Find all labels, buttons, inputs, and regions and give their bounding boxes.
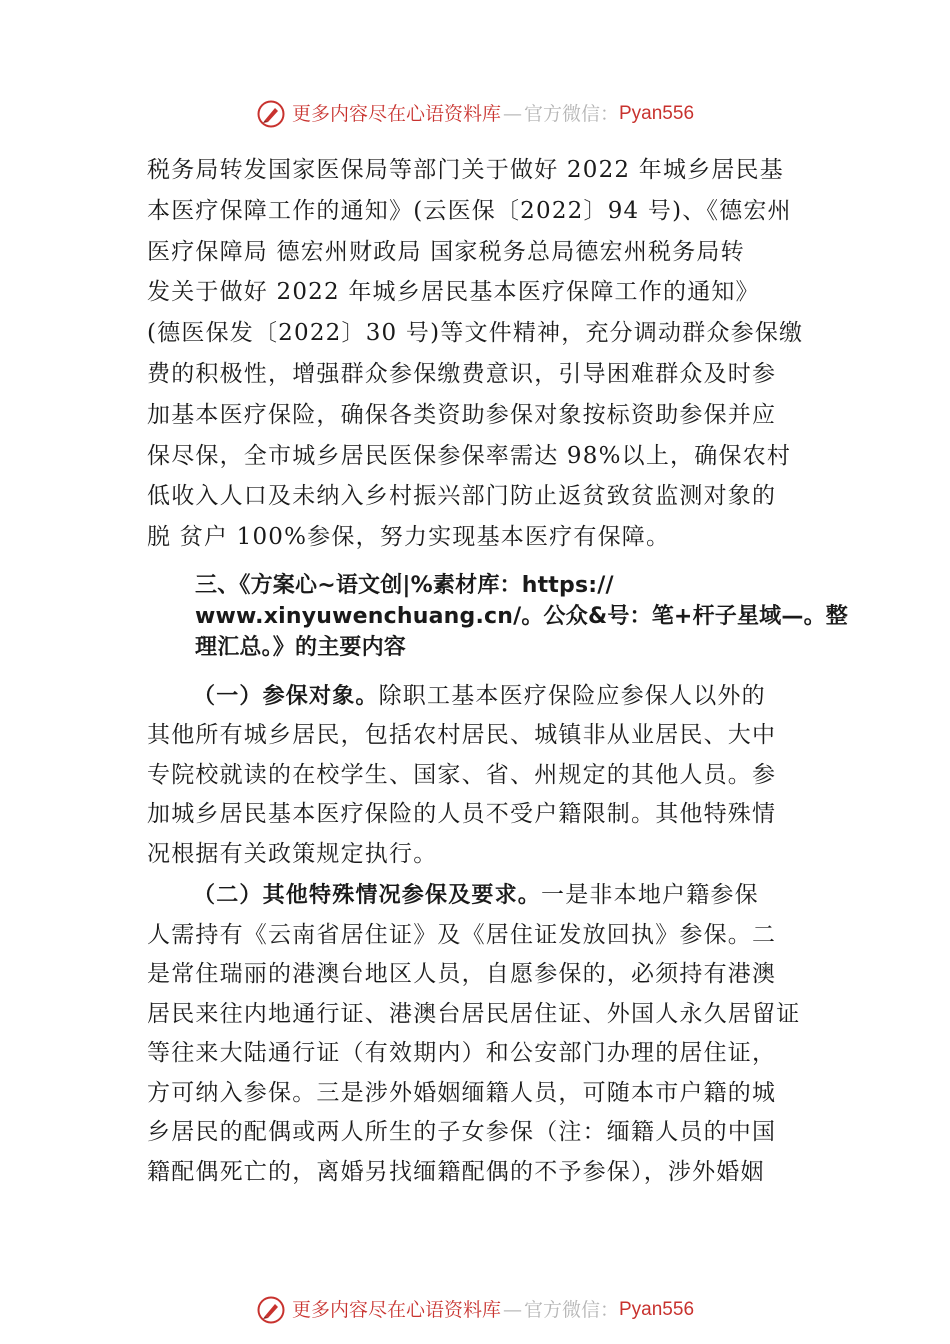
text-line: 人需持有《云南省居住证》及《居住证发放回执》参保。二 — [147, 921, 777, 948]
text-line: 保尽保，全市城乡居民医保参保率需达 98%以上，确保农村 — [147, 442, 792, 469]
text-line: 税务局转发国家医保局等部门关于做好 2022 年城乡居民基 — [147, 157, 784, 183]
banner-wechat-id: Pyan556 — [619, 103, 695, 124]
text-run: 一是非本地户籍参保 — [541, 882, 759, 909]
banner-main-text: 更多内容尽在心语资料库 — [291, 1299, 501, 1321]
banner-wechat-id: Pyan556 — [619, 1299, 695, 1320]
text-line: 医疗保障局 德宏州财政局 国家税务总局德宏州税务局转 — [147, 238, 745, 265]
text-line: 本医疗保障工作的通知》(云医保〔2022〕94 号)、《德宏州 — [147, 197, 792, 224]
text-line: 专院校就读的在校学生、国家、省、州规定的其他人员。参 — [147, 761, 777, 788]
text-line: 方可纳入参保。三是涉外婚姻缅籍人员，可随本市户籍的城 — [147, 1079, 777, 1106]
text-line: 籍配偶死亡的，离婚另找缅籍配偶的不予参保），涉外婚姻 — [147, 1158, 765, 1185]
banner-wechat-label: 官方微信： — [523, 103, 619, 125]
text-line: (德医保发〔2022〕30 号)等文件精神，充分调动群众参保缴 — [147, 320, 804, 347]
banner-separator: — — [502, 1299, 522, 1321]
pen-logo-icon — [256, 1295, 286, 1325]
heading-line: 理汇总。》的主要内容 — [195, 634, 407, 660]
subsection-first-line — [147, 677, 819, 717]
subsection-first-line — [147, 876, 819, 916]
text-run: 除职工基本医疗保险应参保人以外的 — [378, 682, 766, 709]
paragraph-intro — [147, 150, 819, 558]
text-line: 低收入人口及未纳入乡村振兴部门防止返贫致贫监测对象的 — [147, 483, 777, 510]
text-line: 居民来往内地通行证、港澳台居民居住证、外国人永久居留证 — [147, 1000, 801, 1027]
subsection-special-cases — [147, 876, 819, 1192]
document-body — [147, 150, 848, 1192]
text-line: 脱 贫户 100%参保，努力实现基本医疗有保障。 — [147, 524, 671, 551]
footer-banner — [0, 1295, 950, 1325]
text-line: 是常住瑞丽的港澳台地区人员，自愿参保的，必须持有港澳 — [147, 961, 777, 988]
heading-line: www.xinyuwenchuang.cn/。公众&号：笔+杆子星域—。整 — [195, 603, 848, 629]
header-banner — [0, 99, 950, 129]
subsection-title: （一）参保对象。 — [193, 683, 379, 709]
subsection-title: （二）其他特殊情况参保及要求。 — [193, 883, 542, 909]
text-line: 加基本医疗保险，确保各类资助参保对象按标资助参保并应 — [147, 401, 777, 428]
heading-line: 三、《方案心~语文创|%素材库：https:// — [195, 572, 614, 598]
text-line: 费的积极性，增强群众参保缴费意识，引导困难群众及时参 — [147, 360, 777, 387]
subsection-insured-targets — [147, 677, 819, 875]
text-line: 况根据有关政策规定执行。 — [147, 840, 438, 867]
banner-separator: — — [502, 103, 522, 125]
text-line: 其他所有城乡居民，包括农村居民、城镇非从业居民、大中 — [147, 722, 777, 749]
pen-logo-icon — [256, 99, 286, 129]
text-line: 发关于做好 2022 年城乡居民基本医疗保障工作的通知》 — [147, 279, 760, 306]
text-line: 等往来大陆通行证（有效期内）和公安部门办理的居住证， — [147, 1040, 777, 1067]
banner-main-text: 更多内容尽在心语资料库 — [291, 103, 501, 125]
text-line: 加城乡居民基本医疗保险的人员不受户籍限制。其他特殊情 — [147, 801, 777, 828]
text-line: 乡居民的配偶或两人所生的子女参保（注：缅籍人员的中国 — [147, 1119, 777, 1146]
section-heading — [147, 570, 848, 663]
banner-wechat-label: 官方微信： — [523, 1299, 619, 1321]
